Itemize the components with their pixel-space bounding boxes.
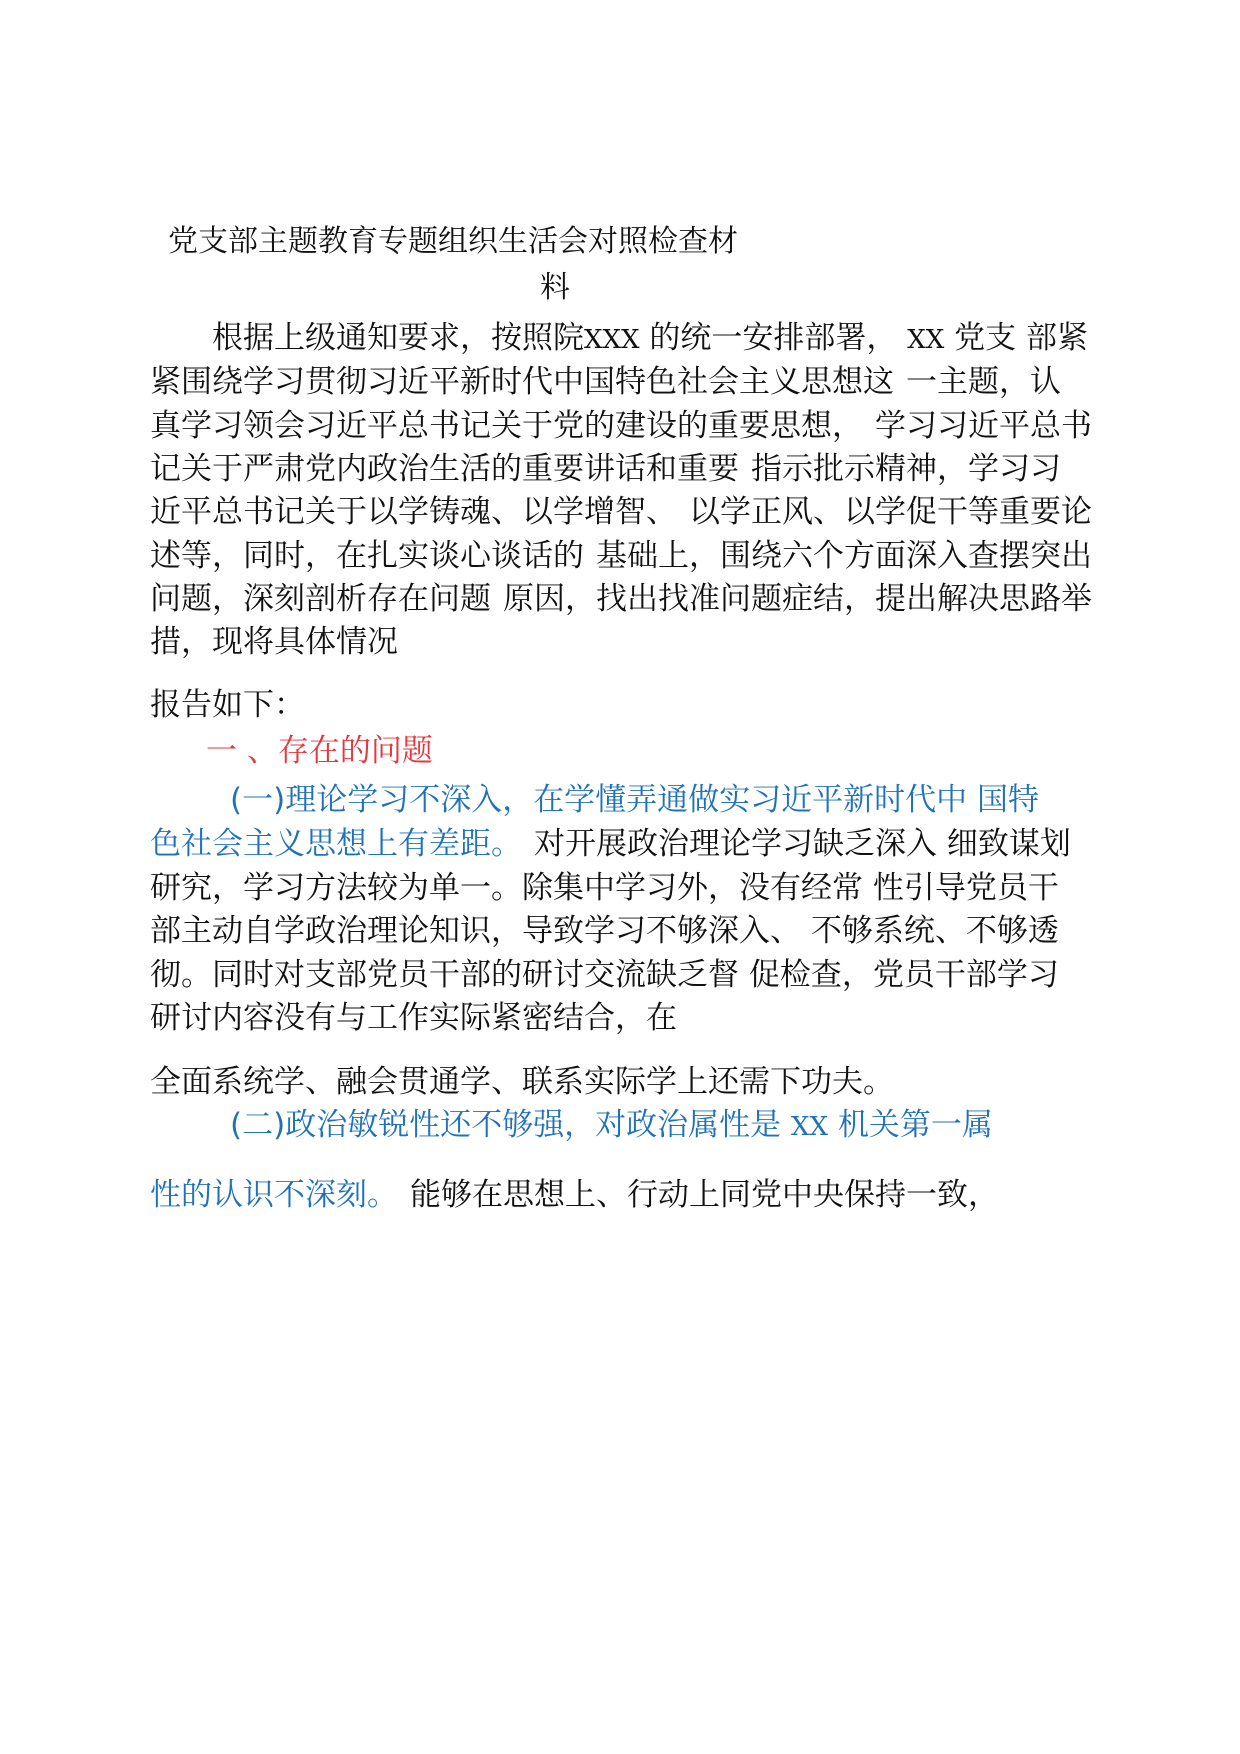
intro-line-3 <box>150 406 1092 446</box>
item-one-heading-line-1: (一)理论学习不深入，在学懂弄通做实习近平新时代中 国特 <box>230 782 1040 818</box>
intro-line-6 <box>150 536 1092 576</box>
item-one-body-line-1: 研究，学习方法较为单一。除集中学习外，没有经常 性引导党员干 <box>150 870 1059 906</box>
item-two-heading-tail: 性的认识不深刻。 <box>150 1177 398 1213</box>
report-line: 报告如下： <box>150 687 305 723</box>
text-span: 措，现将具体情况 <box>150 624 398 660</box>
text-span: 真学习领会习近平总书记关于党的建设的重要思想， <box>150 408 863 444</box>
text-span: 指示批示精神，学习习 <box>751 451 1061 487</box>
text-span: 党支 <box>954 320 1017 356</box>
text-span: 一主题，认 <box>906 364 1061 400</box>
text-span: XX <box>907 325 945 355</box>
item-two-line-2 <box>150 1175 999 1215</box>
text-span: 紧围绕学习贯彻习近平新时代中国特色社会主义思想这 <box>150 364 894 400</box>
doc-title-line-2: 料 <box>540 270 570 305</box>
text-span: XXX <box>584 325 640 355</box>
text-span: 述等，同时，在扎实谈心谈话的 <box>150 538 584 574</box>
item-one-body-line-2: 部主动自学政治理论知识，导致学习不够深入、 不够系统、不够透 <box>150 913 1059 949</box>
text-span: 对开展政治理论学习缺乏深入 细致谋划 <box>534 826 1071 862</box>
intro-line-7 <box>150 579 1092 619</box>
text-span: 近平总书记关于以学铸魂、以学增智、 <box>150 494 677 530</box>
text-span: 根据上级通知要求，按照院 <box>212 320 584 356</box>
text-span: 基础上，围绕六个方面深入查摆突出 <box>596 538 1092 574</box>
intro-line-4 <box>150 449 1061 489</box>
text-span: 机关第一属 <box>837 1107 993 1143</box>
item-one-body-line-4: 研讨内容没有与工作实际紧密结合，在 <box>150 1000 677 1036</box>
text-span: (二)政治敏锐性还不够强，对政治属性是 <box>230 1107 782 1143</box>
section-one-heading: 一 、存在的问题 <box>206 733 433 769</box>
text-span: 以学正风、以学促干等重要论 <box>689 494 1092 530</box>
item-two-heading-line-1 <box>230 1105 993 1147</box>
doc-title-line-1: 党支部主题教育专题组织生活会对照检查材 <box>168 224 738 259</box>
text-span: 能够在思想上、行动上同党中央保持一致， <box>410 1177 999 1213</box>
text-span: 学习习近平总书 <box>875 408 1092 444</box>
text-span: 部紧 <box>1026 320 1088 356</box>
text-span: 记关于严肃党内政治生活的重要讲话和重要 <box>150 451 739 487</box>
item-one-line-2 <box>150 824 1071 864</box>
intro-line-8 <box>150 622 398 662</box>
text-span: 问题，深刻剖析存在问题 <box>150 581 491 617</box>
text-span: 原因，找出找准问题症结，提出解决思路举 <box>503 581 1092 617</box>
intro-line-2 <box>150 362 1061 402</box>
text-span: XX <box>791 1112 829 1142</box>
intro-line-1 <box>212 318 1088 360</box>
item-one-body-line-3: 彻。同时对支部党员干部的研讨交流缺乏督 促检查，党员干部学习 <box>150 957 1059 993</box>
item-one-continuation: 全面系统学、融会贯通学、联系实际学上还需下功夫。 <box>150 1064 894 1100</box>
text-span: 的统一安排部署， <box>649 320 898 356</box>
item-one-heading-tail: 色社会主义思想上有差距。 <box>150 826 522 862</box>
intro-line-5 <box>150 492 1092 532</box>
